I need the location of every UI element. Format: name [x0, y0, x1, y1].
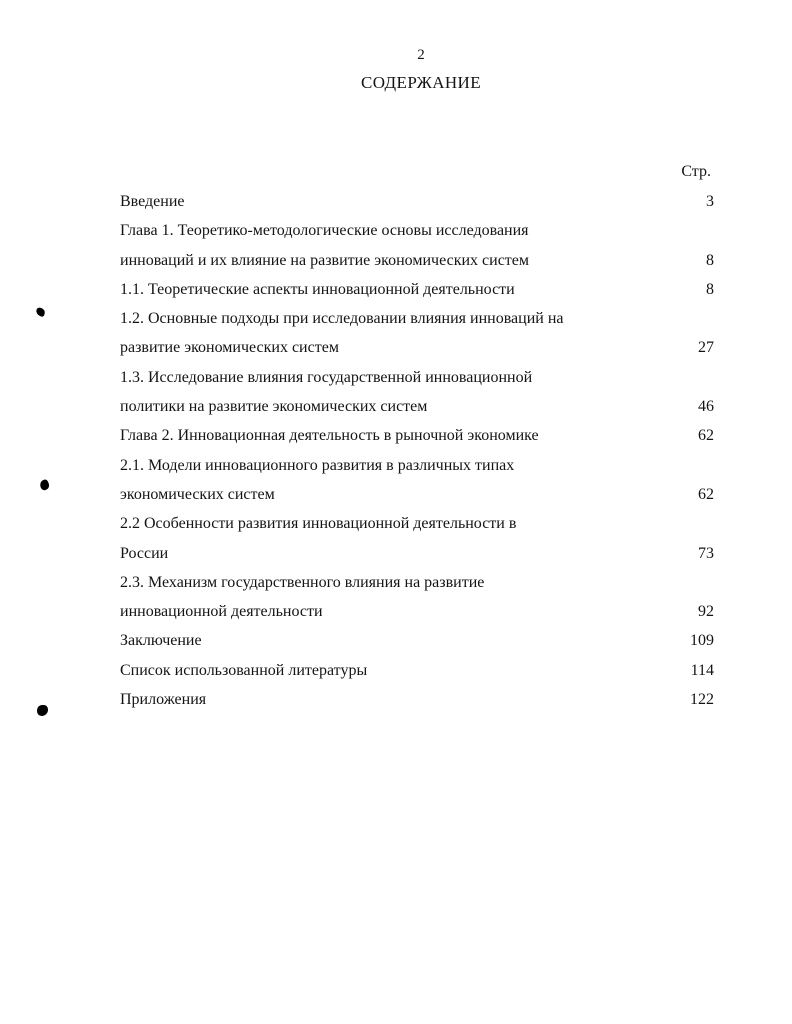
toc-entry	[120, 509, 714, 568]
toc-entry-page: 3	[706, 193, 714, 210]
toc-entry-text: инноваций и их влияние на развитие экономических систем	[120, 251, 530, 269]
toc-entry-page: 62	[698, 485, 714, 503]
toc-entry	[120, 216, 714, 275]
toc-entry-text: России	[120, 544, 169, 562]
toc-entry-text: экономических систем	[120, 485, 275, 503]
toc-entry-text: Список использованной литературы	[120, 661, 368, 679]
toc-entry	[120, 568, 714, 627]
toc-entry	[120, 187, 714, 216]
toc-entry-page: 92	[698, 603, 714, 621]
toc-entry	[120, 304, 714, 363]
toc-entry	[120, 626, 714, 655]
toc-entry-text: Приложения	[120, 691, 207, 709]
toc-entry-page: 122	[690, 691, 714, 709]
toc-entry-page: 8	[706, 280, 714, 298]
toc-entry-text: Заключение	[120, 632, 202, 650]
pages-column-header: Стр.	[681, 163, 711, 180]
table-of-contents	[120, 187, 714, 714]
toc-entry-text: развитие экономических систем	[120, 339, 339, 357]
toc-entry	[120, 275, 714, 304]
toc-entry-text: 1.2. Основные подходы при исследовании влияния инноваций на	[120, 310, 564, 328]
toc-entry	[120, 451, 714, 510]
toc-entry-page: 27	[698, 339, 714, 357]
toc-entry-text: 2.3. Механизм государственного влияния на развитие	[120, 573, 485, 591]
toc-entry-text: 1.3. Исследование влияния государственной инновационной	[120, 368, 533, 386]
toc-entry-text: 2.1. Модели инновационного развития в различных типах	[120, 456, 515, 474]
toc-entry-text: Глава 1. Теоретико-методологические основы исследования	[120, 222, 529, 240]
toc-entry	[120, 421, 714, 450]
toc-entry-text: 2.2 Особенности развития инновационной деятельности в	[120, 515, 517, 533]
toc-entry-page: 62	[698, 427, 714, 445]
toc-entry-text: политики на развитие экономических систем	[120, 398, 428, 416]
toc-entry-page: 109	[690, 632, 714, 650]
toc-entry	[120, 685, 714, 714]
toc-entry	[120, 363, 714, 422]
toc-entry-text: инновационной деятельности	[120, 603, 323, 621]
toc-entry-page: 46	[698, 398, 714, 416]
toc-entry-text: Глава 2. Инновационная деятельность в рыночной экономике	[120, 427, 539, 445]
scan-artifact-mark	[35, 307, 46, 318]
toc-entry-text: 1.1. Теоретические аспекты инновационной деятельности	[120, 280, 515, 298]
toc-entry-page: 73	[698, 544, 714, 562]
scan-artifact-mark	[37, 705, 48, 716]
scan-artifact-mark	[38, 479, 50, 492]
toc-entry-page: 8	[706, 251, 714, 269]
toc-entry-text: Введение	[120, 193, 185, 210]
page-title: СОДЕРЖАНИЕ	[360, 73, 482, 92]
toc-entry-page: 114	[690, 661, 714, 679]
toc-entry	[120, 656, 714, 685]
page-number: 2	[417, 47, 425, 63]
